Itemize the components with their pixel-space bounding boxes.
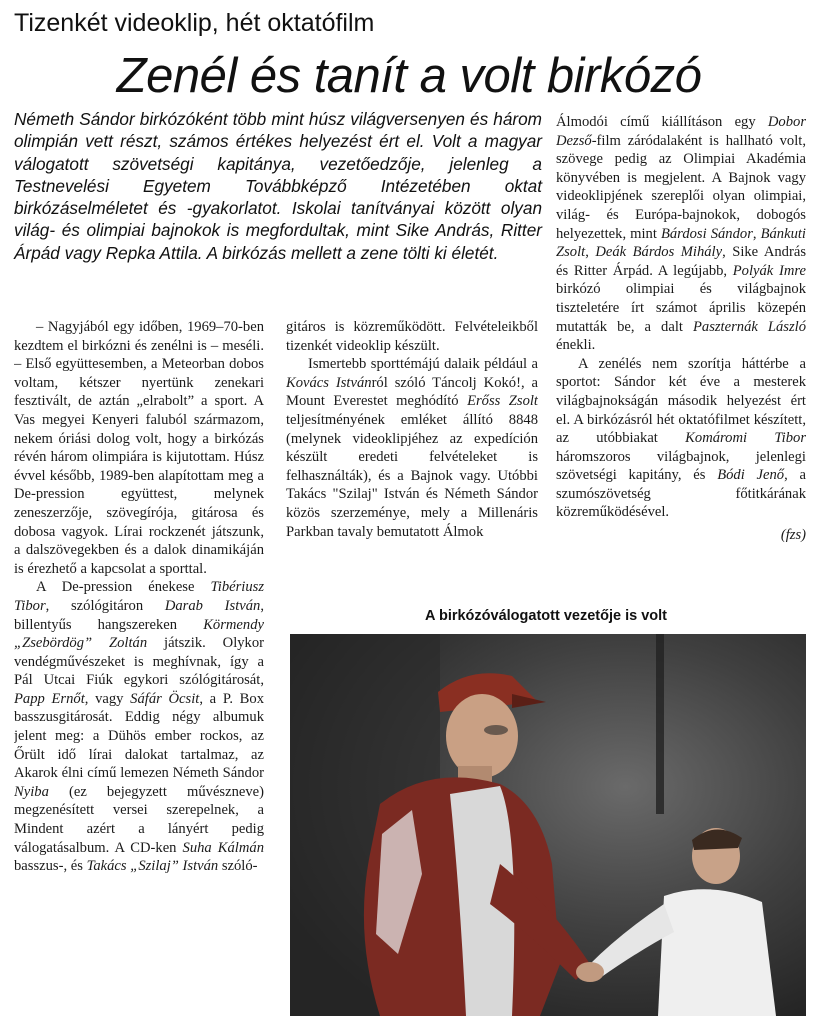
- photo: [290, 634, 806, 1016]
- headline: Zenél és tanít a volt birkózó: [116, 49, 702, 103]
- paragraph: Ismertebb sporttémájú dalaik például a Kovács Istvánról szóló Táncolj Kokó!, a Mount Everestet meghódító Erőss Zsolt teljesítményének emléket állító 8848 (melynek videoklipjéhez az expedíción készült eredeti felvételeket is felhasználták), és a Bajnok vagy. Utóbbi Takács "Szilaj" István és Németh Sándor közös szerzeménye, mely a Millenáris Parkban tavaly bemutatott Álmok: [286, 356, 538, 540]
- photo-caption: A birkózóválogatott vezetője is volt: [425, 608, 667, 624]
- paragraph: A zenélés nem szorítja háttérbe a sportot: Sándor két éve a mesterek világbajnokságán második helyezést ért el. A birkózásról hét oktatófilmet készített, az utóbbiakat Komáromi Tibor háromszoros világbajnok, jelenlegi szövetségi kapitány, és Bódi Jenő, a szumószövetség főtitkárának közreműködésével.: [556, 355, 806, 521]
- photo-illustration: [290, 634, 806, 1016]
- paragraph: gitáros is közreműködött. Felvételeikből tizenkét videoklip készült.: [286, 319, 538, 354]
- article-column-3: [556, 113, 806, 598]
- lead-paragraph: Németh Sándor birkózóként több mint húsz világversenyen és három olimpián vett részt, számos értékes helyezést ért el. Volt a magyar válogatott szövetségi kapitánya, vezetőedzője, jelenleg a Testnevelési Egyetem Továbbképző Intézetében oktat birkózáselméletet és -gyakorlatot. Iskolai tanítványai között olyan világ- és olimpiai bajnokok is megfordultak, mint Sike András, Ritter Árpád vagy Repka Attila. A birkózás mellett a zene tölti ki életét.: [14, 109, 542, 263]
- kicker: Tizenkét videoklip, hét oktatófilm: [14, 9, 375, 37]
- article-column-2: [286, 318, 538, 598]
- paragraph: A De-pression énekese Tibériusz Tibor, szólógitáron Darab István, billentyűs hangszereken Körmendy „Zsebördög” Zoltán játszik. Olykor vendégművészeket is meghívnak, így a Pál Utcai Fiúk egykori szólógitárosát, Papp Ernőt, vagy Sáfár Öcsit, a P. Box basszusgitárosát. Eddig négy albumuk jelent meg: a Dühös ember rockos, az Őrült idő lírai dalokat tartalmaz, az Akarok élni című lemezen Németh Sándor Nyiba (ez bejegyzett művészneve) megzenésített versei szerepelnek, a Mindent azért a lányért pedig válogatásalbum. A CD-ken Suha Kálmán basszus-, és Takács „Szilaj” István szóló-: [14, 579, 264, 875]
- article-column-1: [14, 318, 264, 1024]
- paragraph: Álmodói című kiállításon egy Dobor Dezső-film záródalaként is hallható volt, szövege pedig az Olimpiai Akadémia könyvében is megjelent. A Bajnok vagy videoklipjének szereplői olyan olimpiai, világ- és Európa-bajnokok, dobogós helyezettek, mint Bárdosi Sándor, Bánkuti Zsolt, Deák Bárdos Mihály, Sike András és Ritter Árpád. A legújabb, Polyák Imre birkózó olimpiai és világbajnok tiszteletére írt számot április közepén mutatták be, a dalt Paszternák László énekli.: [556, 114, 806, 354]
- paragraph: – Nagyjából egy időben, 1969–70-ben kezdtem el birkózni és zenélni is – meséli. – Első együttesemben, a Meteorban dobos voltam, kétszer nyertünk zenekari fesztivált, de aztán „elrabolt” a sport. A Vas megyei Kenyeri faluból származom, nekem óriási dolog volt, hogy a birkózás révén három olimpiára is kijutottam. Húsz évvel később, 1989-ben alapítottam meg a De-pression együttest, melynek zeneszerzője, szövegírója, gitárosa és dobosa vagyok. Lírai rockzenét játszunk, a dalszövegekben és a dalok dinamikáján is érezhető a kapcsolat a sporttal.: [14, 319, 264, 577]
- author-signature: (fzs): [780, 527, 806, 544]
